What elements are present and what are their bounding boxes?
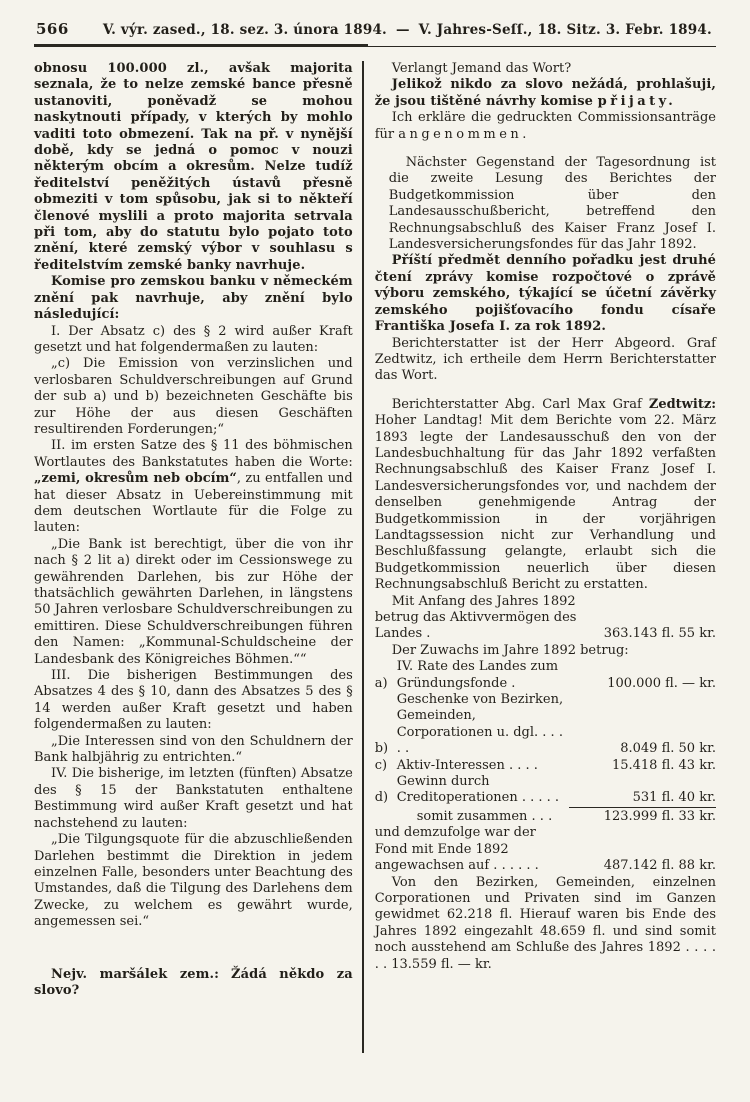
amendment-ii-heading [34, 438, 353, 536]
ledger-opening-label: Mit Anfang des Jahres 1892 betrug das Aktivvermögen des Landes . [374, 593, 577, 642]
ledger-yearend-row [375, 825, 716, 874]
amendment-iii-quote: „Die Interessen sind von den Schuldnern der Bank halbjährig zu entrichten.“ [34, 733, 353, 766]
ledger-row-c-label: Aktiv-Interessen . . . . [396, 757, 538, 773]
amendment-ii-text-pre: II. im ersten Satze des § 11 des böhmischen Wortlautes des Bankstatutes haben die Worte: [34, 438, 353, 470]
zedtwitz-speech-paragraph [375, 397, 716, 594]
ledger-row-b [375, 692, 716, 758]
ledger-row-d-label: Gewinn durch Creditoperationen . . . . . [396, 774, 560, 806]
ledger-row-c-amount: 15.418 fl. 43 kr. [611, 757, 716, 773]
closing-text: Von den Bezirken, Gemeinden, einzelnen Corporationen und Privaten sind im Ganzen gewidmet 62.218 fl. Hierauf waren bis Ende des Jahres 1892 eingezahlt 48.659 fl. und sind somit noch ausstehend am Schluße des Jahres 1892 . . . . . . [374, 874, 716, 972]
agenda-announcement-czech: Příští předmět denního pořadku jest druhé čtení zprávy komise rozpočtové o zprávě výboru zemského, týkající se účetní závěrky zemského pojišťovacího fondu císaře Františka Josefa I. za rok 1892. [374, 253, 716, 335]
zedtwitz-speech-pre: Berichterstatter Abg. Carl Max Graf [391, 396, 649, 412]
amendment-i-heading: I. Der Absatz c) des § 2 wird außer Kraft gesetzt und hat folgendermaßen zu lauten: [34, 323, 353, 355]
header-rules [34, 44, 716, 49]
header-rule-thin [34, 46, 716, 47]
angenommen-text: Ich erkläre die gedruckten Commissionsanträge für [374, 110, 716, 142]
ledger-row-b-amount: 8.049 fl. 50 kr. [620, 741, 716, 757]
angenommen-paragraph [375, 110, 716, 143]
ledger-row-c-marker: c) [374, 757, 388, 773]
amendment-ii-quote: „Die Bank ist berechtigt, über die von ihr nach § 2 lit a) direkt oder im Cessionswege zu gewährenden Darlehen, bis zur Höhe der thatsächlich gewährten Darlehen, in längstens 50 Jahren verlosbare Schuldverschreibungen zu emittiren. Diese Schuldverschreibungen führen den Namen: „Kommunal-Schuldscheine der Landesbank des Königreiches Böhmen.““ [34, 536, 353, 667]
ledger-opening-amount: 363.143 fl. 55 kr. [603, 626, 716, 642]
amendment-iii-heading: III. Die bisherigen Bestimmungen des Absatzes 4 des § 10, dann des Absatzes 5 des § 14 werden außer Kraft gesetzt und haben folgendermaßen zu lauten: [34, 668, 353, 733]
ledger-row-d [375, 774, 716, 807]
closing-paragraph [375, 875, 716, 973]
amendment-ii-text-post: , zu entfallen und hat dieser Absatz in Uebereinstimmung mit dem deutschen Wortlaute für die Folge zu lauten: [34, 471, 353, 536]
ledger-row-d-amount: 531 fl. 40 kr. [632, 790, 716, 806]
amendment-ii-czech-words: „zemi, okresům neb obcím“ [34, 471, 237, 487]
ledger-row-a-label: IV. Rate des Landes zum Gründungsfonde . [396, 659, 559, 691]
header-czech-session: V. výr. zased., 18. sez. 3. února 1894. [102, 22, 387, 38]
ledger-row-c [375, 758, 716, 774]
marshal-speaker-line [34, 967, 353, 1000]
amendment-iv-quote: „Die Tilgungsquote für die abzuschließenden Darlehen bestimmt die Direktion in jedem einzelnen Falle, besonders unter Beachtung des Umstandes, daß die Tilgung des Darlehens dem Zwecke, zu welchem es gewährt wurde, angemessen sei.“ [34, 832, 353, 930]
page-header [34, 18, 716, 44]
ledger-increase-intro: Der Zuwachs im Jahre 1892 betrug: [391, 642, 629, 658]
agenda-announcement-german: Nächster Gegenstand der Tagesordnung ist die zweite Lesung des Berichtes der Budgetkommission über den Landesausschußbericht, betreffend den Rechnungsabschluß des Kaiser Franz Josef I. Landesversicherungsfondes für das Jahr 1892. [388, 155, 716, 253]
ledger-total-row [375, 807, 716, 825]
page-number: 566 [36, 20, 69, 38]
ledger-row-a-marker: a) [374, 675, 388, 691]
zedtwitz-speech-text: Hoher Landtag! Mit dem Berichte vom 22. März 1893 legte der Landesausschuß den von der Landesbuchhaltung für das Jahr 1892 verfaßten Rechnungsabschluß des Kaiser Franz Josef I. Landesversicherungsfondes vor, und nachdem der denselben genehmigende Antrag der Budgetkommission in der vorjährigen Landtagssession nicht zur Verhandlung und Beschlußfassung gelangte, erlaubt sich die Budgetkommission neuerlich über diesen Rechnungsabschluß Bericht zu erstatten. [374, 413, 716, 593]
ledger-opening-balance-row [375, 594, 716, 643]
closing-amount: 13.559 fl. — kr. [391, 956, 492, 972]
ledger-total-label: somit zusammen . . . [416, 808, 553, 824]
rapporteur-announcement: Berichterstatter ist der Herr Abgeord. Graf Zedtwitz, ich ertheile dem Herrn Berichterstatter das Wort. [374, 335, 716, 384]
ledger-row-b-label: Geschenke von Bezirken, Gemeinden, Corporationen u. dgl. . . . . . [396, 692, 564, 757]
ledger-row-b-marker: b) [374, 741, 389, 757]
ledger-row-d-marker: d) [374, 790, 389, 806]
ledger-row-a-amount: 100.000 fl. — kr. [607, 675, 716, 691]
amendment-i-quote: „c) Die Emission von verzinslichen und verlosbaren Schuldverschreibungen auf Grund der sub a) und b) bezeichneten Geschäfte bis zur Höhe der aus diesen Geschäften resultirenden Forderungen;“ [34, 356, 353, 437]
commission-proposal-intro: Komise pro zemskou banku v německém znění pak navrhuje, aby znění bylo následující: [34, 274, 353, 323]
ledger-yearend-label: und demzufolge war der Fond mit Ende 1892 angewachsen auf . . . . . . [374, 825, 539, 874]
page-body [34, 61, 716, 1053]
czech-majority-paragraph: obnosu 100.000 zl., avšak majorita seznala, že to nelze zemské bance přesně ustanoviti, poněvadž se mohou naskytnouti případy, v kterých by mohlo vaditi toto obmezení. Tak na př. v nynější době, kdy se jedná o pomoc v nouzi některým obcím a okresům. Nelze tudíž ředitelství peněžitých ústavů přesně obmeziti v tom spůsobu, jak si to někteří členové myslili a proto majorita setrvala při tom, aby do statutu bylo pojato toto znění, které zemský výbor v souhlasu s ředitelstvím zemské banky navrhuje. [34, 61, 353, 273]
marshal-speaker-name: Nejv. maršálek zem.: [51, 966, 220, 982]
ledger-row-a [375, 659, 716, 692]
czech-prijaty-spaced-word: přijaty. [597, 93, 677, 109]
marshal-speaker-text: Žádá někdo za slovo? [34, 966, 353, 998]
left-column [34, 61, 353, 1053]
right-column [364, 61, 716, 1053]
ledger-yearend-amount: 487.142 fl. 88 kr. [603, 858, 716, 874]
czech-prijaty-text: Jelikož nikdo za slovo nežádá, prohlašuji, že jsou tištěné návrhy komise [374, 77, 716, 109]
header-separator: — [395, 22, 410, 38]
czech-prijaty-paragraph [375, 77, 716, 110]
verlangt-wort-line: Verlangt Jemand das Wort? [391, 61, 572, 76]
ledger-total-amount: 123.999 fl. 33 kr. [569, 807, 716, 825]
header-german-session: V. Jahres-Seſſ., 18. Sitz. 3. Febr. 1894. [418, 22, 712, 38]
zedtwitz-speaker-name: Zedtwitz: [648, 396, 716, 412]
amendment-iv-heading: IV. Die bisherige, im letzten (fünften) Absatze des § 15 der Bankstatuten enthaltene Bestimmung wird außer Kraft gesetzt und hat nachstehend zu lauten: [34, 766, 353, 831]
angenommen-spaced-word: angenommen. [398, 126, 530, 142]
